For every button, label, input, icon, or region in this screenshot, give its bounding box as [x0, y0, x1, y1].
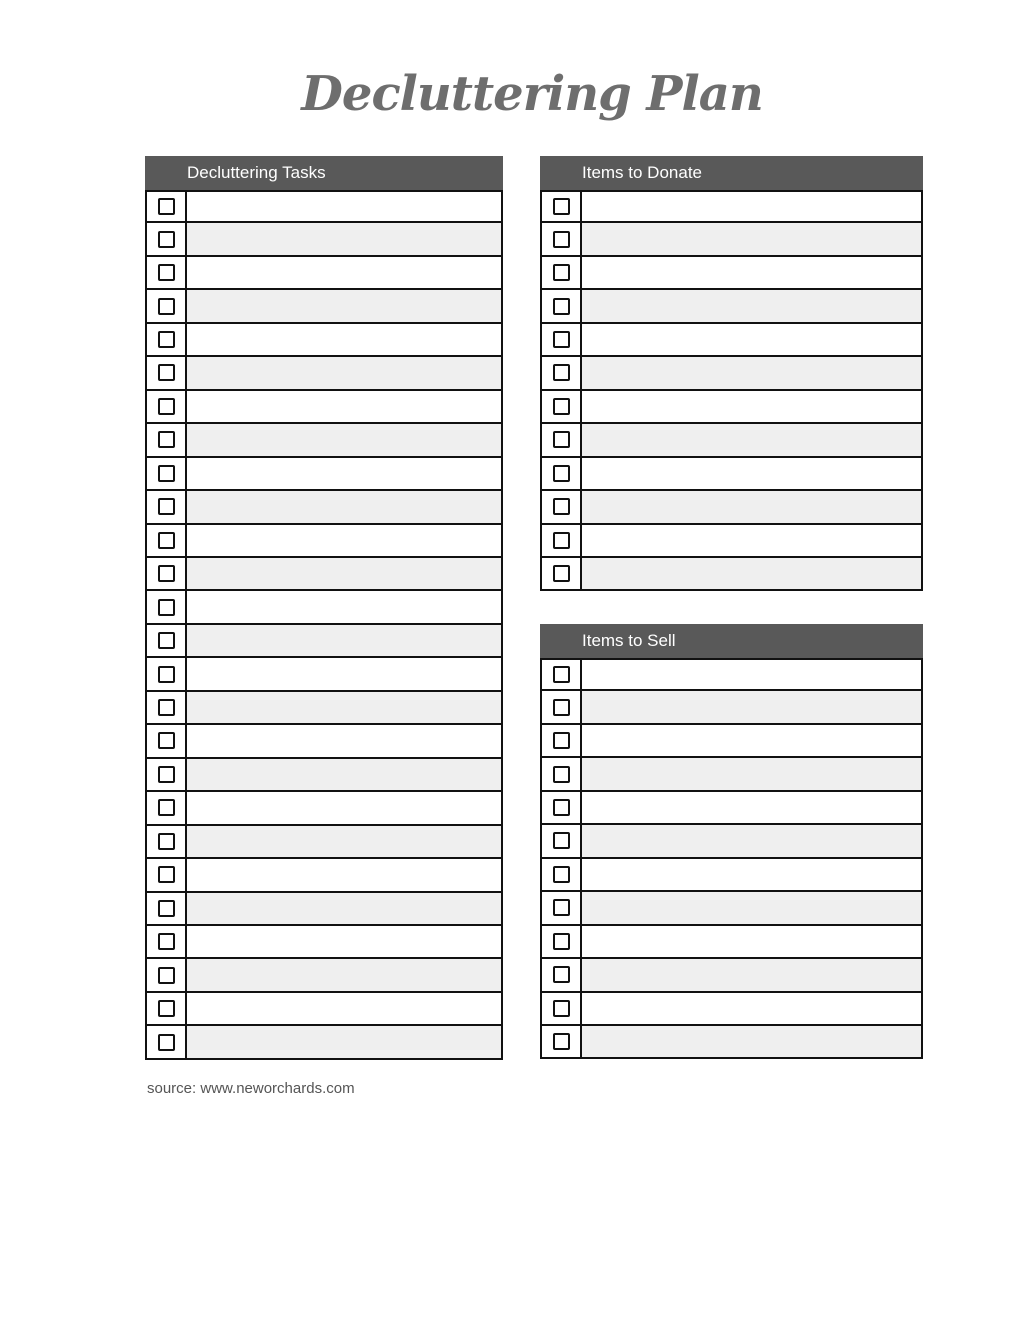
task-checkbox-cell [147, 792, 187, 823]
task-checkbox[interactable] [158, 632, 175, 649]
sell-entry-field[interactable] [582, 758, 921, 789]
task-row [145, 725, 503, 758]
source-credit: source: www.neworchards.com [147, 1080, 355, 1097]
task-row [145, 357, 503, 390]
task-entry-field[interactable] [187, 591, 501, 622]
sell-row [540, 658, 923, 691]
task-checkbox[interactable] [158, 431, 175, 448]
task-checkbox[interactable] [158, 900, 175, 917]
task-entry-field[interactable] [187, 658, 501, 689]
items-to-sell-header: Items to Sell [540, 624, 923, 658]
donate-entry-field[interactable] [582, 525, 921, 556]
task-checkbox-cell [147, 192, 187, 221]
donate-checkbox-cell [542, 257, 582, 288]
task-entry-field[interactable] [187, 223, 501, 254]
donate-checkbox-cell [542, 290, 582, 321]
task-entry-field[interactable] [187, 625, 501, 656]
decluttering-tasks-header: Decluttering Tasks [145, 156, 503, 190]
task-row [145, 458, 503, 491]
sell-checkbox[interactable] [553, 832, 570, 849]
task-checkbox[interactable] [158, 398, 175, 415]
sell-checkbox[interactable] [553, 1033, 570, 1050]
task-entry-field[interactable] [187, 324, 501, 355]
task-checkbox[interactable] [158, 1000, 175, 1017]
donate-checkbox[interactable] [553, 565, 570, 582]
donate-row [540, 458, 923, 491]
task-checkbox-cell [147, 257, 187, 288]
donate-checkbox-cell [542, 558, 582, 589]
task-row [145, 859, 503, 892]
task-row [145, 290, 503, 323]
task-entry-field[interactable] [187, 692, 501, 723]
task-checkbox-cell [147, 893, 187, 924]
sell-checkbox-cell [542, 1026, 582, 1057]
task-row [145, 658, 503, 691]
task-entry-field[interactable] [187, 859, 501, 890]
donate-checkbox[interactable] [553, 264, 570, 281]
page-title: Decluttering Plan [301, 66, 763, 122]
task-entry-field[interactable] [187, 391, 501, 422]
task-checkbox-cell [147, 491, 187, 522]
task-checkbox[interactable] [158, 331, 175, 348]
sell-row [540, 792, 923, 825]
donate-checkbox[interactable] [553, 532, 570, 549]
sell-row [540, 758, 923, 791]
donate-entry-field[interactable] [582, 491, 921, 522]
donate-checkbox-cell [542, 491, 582, 522]
task-checkbox[interactable] [158, 732, 175, 749]
task-row [145, 525, 503, 558]
task-checkbox-cell [147, 993, 187, 1024]
task-checkbox-cell [147, 223, 187, 254]
donate-row [540, 357, 923, 390]
sell-entry-field[interactable] [582, 859, 921, 890]
task-checkbox-cell [147, 558, 187, 589]
task-checkbox[interactable] [158, 465, 175, 482]
sell-checkbox[interactable] [553, 866, 570, 883]
sell-checkbox[interactable] [553, 966, 570, 983]
sell-row [540, 993, 923, 1026]
donate-checkbox[interactable] [553, 231, 570, 248]
task-entry-field[interactable] [187, 826, 501, 857]
donate-entry-field[interactable] [582, 223, 921, 254]
sell-entry-field[interactable] [582, 959, 921, 990]
donate-checkbox-cell [542, 525, 582, 556]
sell-checkbox-cell [542, 691, 582, 722]
donate-checkbox[interactable] [553, 398, 570, 415]
sell-entry-field[interactable] [582, 993, 921, 1024]
donate-entry-field[interactable] [582, 391, 921, 422]
task-checkbox-cell [147, 391, 187, 422]
sell-entry-field[interactable] [582, 926, 921, 957]
task-entry-field[interactable] [187, 558, 501, 589]
items-to-donate-header: Items to Donate [540, 156, 923, 190]
task-row [145, 893, 503, 926]
donate-row [540, 391, 923, 424]
task-entry-field[interactable] [187, 926, 501, 957]
sell-checkbox[interactable] [553, 799, 570, 816]
task-checkbox[interactable] [158, 866, 175, 883]
task-checkbox-cell [147, 658, 187, 689]
task-row [145, 993, 503, 1026]
donate-checkbox[interactable] [553, 198, 570, 215]
task-row [145, 558, 503, 591]
task-row [145, 692, 503, 725]
donate-checkbox[interactable] [553, 465, 570, 482]
sell-checkbox-cell [542, 825, 582, 856]
donate-entry-field[interactable] [582, 458, 921, 489]
task-checkbox-cell [147, 1026, 187, 1057]
task-checkbox-cell [147, 458, 187, 489]
donate-checkbox[interactable] [553, 331, 570, 348]
donate-entry-field[interactable] [582, 424, 921, 455]
task-entry-field[interactable] [187, 290, 501, 321]
donate-entry-field[interactable] [582, 324, 921, 355]
task-checkbox[interactable] [158, 799, 175, 816]
sell-checkbox-cell [542, 725, 582, 756]
sell-checkbox-cell [542, 959, 582, 990]
donate-checkbox[interactable] [553, 298, 570, 315]
sell-row [540, 892, 923, 925]
task-checkbox-cell [147, 525, 187, 556]
task-row [145, 759, 503, 792]
task-entry-field[interactable] [187, 759, 501, 790]
task-row [145, 424, 503, 457]
items-to-sell-table [540, 624, 923, 1059]
sell-entry-field[interactable] [582, 892, 921, 923]
sell-checkbox-cell [542, 758, 582, 789]
task-checkbox-cell [147, 290, 187, 321]
donate-checkbox-cell [542, 357, 582, 388]
items-to-donate-table [540, 156, 923, 591]
sell-row [540, 859, 923, 892]
task-checkbox[interactable] [158, 1034, 175, 1051]
task-checkbox[interactable] [158, 967, 175, 984]
donate-entry-field[interactable] [582, 257, 921, 288]
sell-row [540, 825, 923, 858]
sell-entry-field[interactable] [582, 660, 921, 689]
task-entry-field[interactable] [187, 792, 501, 823]
donate-row [540, 525, 923, 558]
donate-entry-field[interactable] [582, 357, 921, 388]
sell-checkbox[interactable] [553, 933, 570, 950]
sell-entry-field[interactable] [582, 792, 921, 823]
task-checkbox[interactable] [158, 298, 175, 315]
task-entry-field[interactable] [187, 458, 501, 489]
donate-checkbox[interactable] [553, 431, 570, 448]
sell-checkbox-cell [542, 926, 582, 957]
donate-checkbox[interactable] [553, 364, 570, 381]
donate-checkbox-cell [542, 391, 582, 422]
task-row [145, 491, 503, 524]
task-checkbox-cell [147, 725, 187, 756]
donate-checkbox[interactable] [553, 498, 570, 515]
task-checkbox[interactable] [158, 498, 175, 515]
sell-checkbox[interactable] [553, 699, 570, 716]
task-checkbox-cell [147, 692, 187, 723]
sell-checkbox-cell [542, 859, 582, 890]
task-checkbox-cell [147, 591, 187, 622]
task-checkbox[interactable] [158, 833, 175, 850]
sell-checkbox-cell [542, 660, 582, 689]
donate-row [540, 290, 923, 323]
task-checkbox[interactable] [158, 599, 175, 616]
task-entry-field[interactable] [187, 893, 501, 924]
task-checkbox[interactable] [158, 933, 175, 950]
sell-row [540, 1026, 923, 1059]
task-entry-field[interactable] [187, 491, 501, 522]
donate-entry-field[interactable] [582, 192, 921, 221]
donate-checkbox-cell [542, 192, 582, 221]
sell-entry-field[interactable] [582, 825, 921, 856]
task-checkbox-cell [147, 859, 187, 890]
sell-entry-field[interactable] [582, 1026, 921, 1057]
task-row [145, 257, 503, 290]
task-checkbox[interactable] [158, 364, 175, 381]
task-entry-field[interactable] [187, 1026, 501, 1057]
task-row [145, 324, 503, 357]
sell-row [540, 926, 923, 959]
task-entry-field[interactable] [187, 993, 501, 1024]
task-row [145, 190, 503, 223]
task-row [145, 223, 503, 256]
task-checkbox[interactable] [158, 231, 175, 248]
sell-checkbox[interactable] [553, 1000, 570, 1017]
donate-checkbox-cell [542, 324, 582, 355]
task-checkbox[interactable] [158, 532, 175, 549]
task-entry-field[interactable] [187, 357, 501, 388]
donate-row [540, 324, 923, 357]
task-checkbox-cell [147, 926, 187, 957]
task-entry-field[interactable] [187, 192, 501, 221]
task-row [145, 591, 503, 624]
sell-checkbox-cell [542, 993, 582, 1024]
task-entry-field[interactable] [187, 959, 501, 990]
sell-checkbox[interactable] [553, 766, 570, 783]
donate-row [540, 558, 923, 591]
task-checkbox[interactable] [158, 198, 175, 215]
sell-row [540, 691, 923, 724]
donate-checkbox-cell [542, 223, 582, 254]
task-row [145, 1026, 503, 1059]
sell-checkbox-cell [542, 792, 582, 823]
donate-row [540, 223, 923, 256]
decluttering-tasks-table [145, 156, 503, 1060]
task-entry-field[interactable] [187, 257, 501, 288]
task-entry-field[interactable] [187, 725, 501, 756]
task-checkbox[interactable] [158, 699, 175, 716]
task-checkbox[interactable] [158, 766, 175, 783]
task-entry-field[interactable] [187, 424, 501, 455]
task-row [145, 926, 503, 959]
task-checkbox-cell [147, 324, 187, 355]
sell-checkbox[interactable] [553, 899, 570, 916]
task-entry-field[interactable] [187, 525, 501, 556]
donate-checkbox-cell [542, 458, 582, 489]
task-checkbox[interactable] [158, 565, 175, 582]
donate-entry-field[interactable] [582, 290, 921, 321]
sell-checkbox[interactable] [553, 732, 570, 749]
task-checkbox-cell [147, 826, 187, 857]
task-row [145, 826, 503, 859]
task-checkbox[interactable] [158, 264, 175, 281]
donate-row [540, 257, 923, 290]
task-row [145, 959, 503, 992]
sell-checkbox[interactable] [553, 666, 570, 683]
sell-entry-field[interactable] [582, 725, 921, 756]
sell-row [540, 725, 923, 758]
donate-checkbox-cell [542, 424, 582, 455]
sell-row [540, 959, 923, 992]
donate-entry-field[interactable] [582, 558, 921, 589]
task-checkbox-cell [147, 625, 187, 656]
task-checkbox-cell [147, 424, 187, 455]
donate-row [540, 491, 923, 524]
donate-row [540, 190, 923, 223]
sell-entry-field[interactable] [582, 691, 921, 722]
task-checkbox-cell [147, 959, 187, 990]
task-row [145, 625, 503, 658]
task-checkbox-cell [147, 759, 187, 790]
donate-row [540, 424, 923, 457]
task-row [145, 391, 503, 424]
sell-checkbox-cell [542, 892, 582, 923]
task-checkbox[interactable] [158, 666, 175, 683]
task-checkbox-cell [147, 357, 187, 388]
task-row [145, 792, 503, 825]
